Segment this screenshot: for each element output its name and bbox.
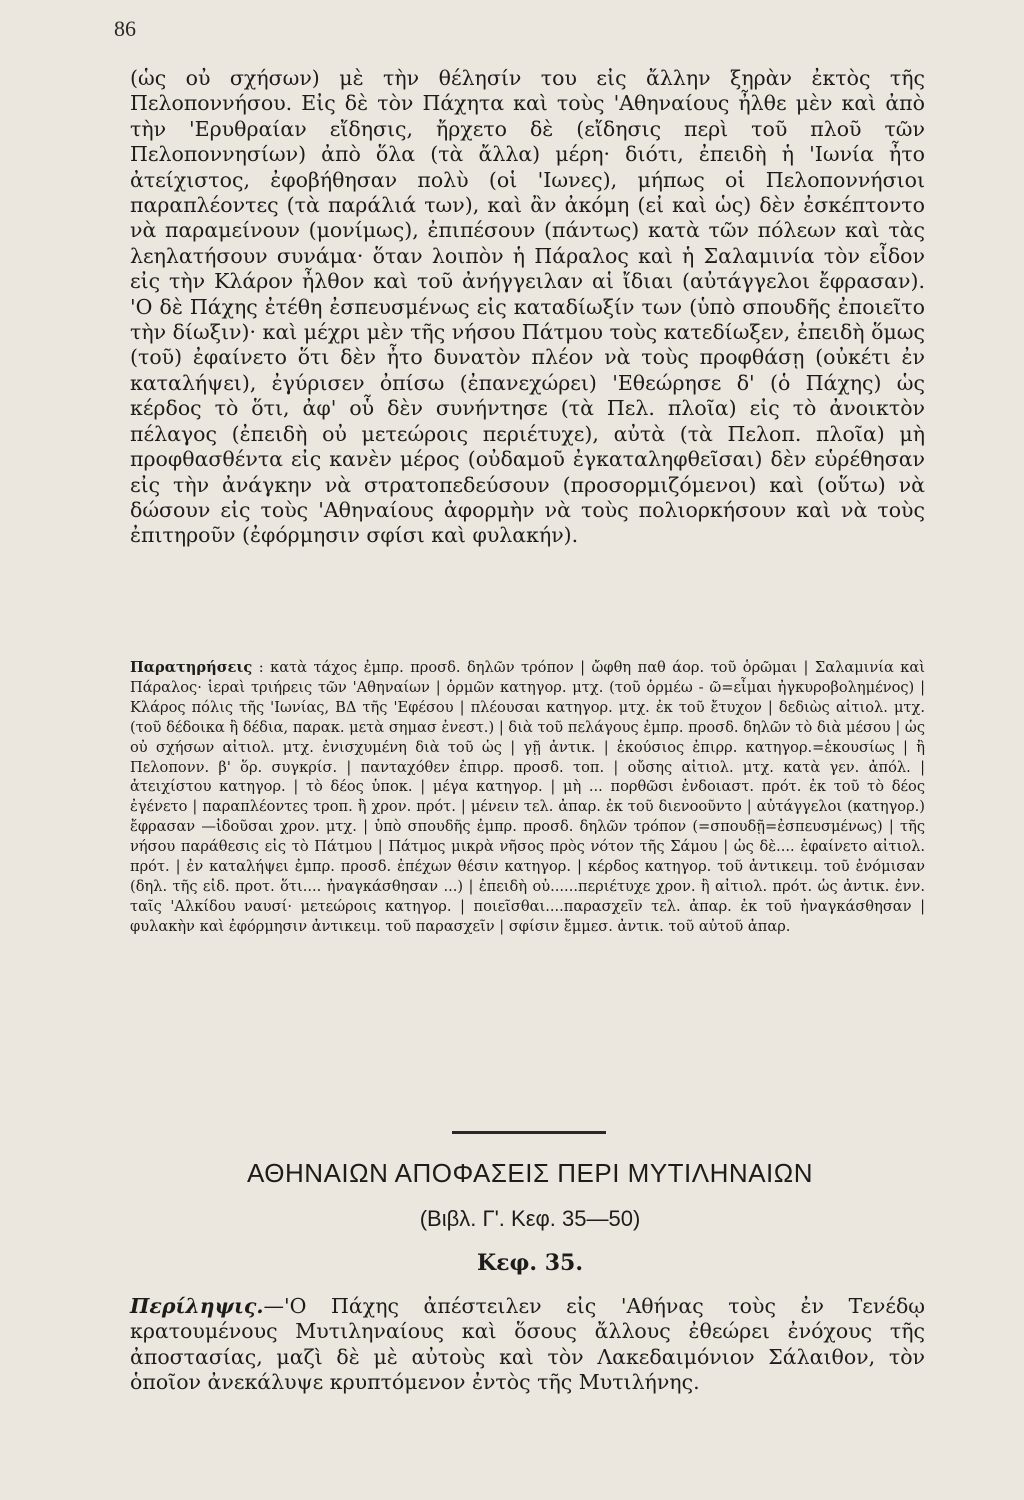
notes-text: κατὰ τάχος ἐμπρ. προσδ. δηλῶν τρόπον | ὤφθη παθ άορ. τοῦ ὁρῶμαι | Σαλαμινία καὶ Πάραλος· ἱεραὶ τριήρεις τῶν 'Αθηναίων | ὁρμῶν κατηγορ. μτχ. (τοῦ ὁρμέω - ῶ=εἶμαι ἠγκυροβολημένος) | Κλάρος πόλις τῆς 'Ιωνίας, ΒΔ τῆς 'Εφέσου | πλέουσαι κατηγορ. μτχ. ἐκ τοῦ ἔτυχον | δεδιὼς αἰτιολ. μτχ. (τοῦ δέδοικα ἢ δέδια, παρακ. μετὰ σημασ ἐνεστ.) | διὰ τοῦ πελάγους ἐμπρ. προσδ. δηλῶν τὸ διὰ μέσου | ὡς οὐ σχήσων αἰτιολ. μτχ. ἐνισχυμένη διὰ τοῦ ὡς | γῇ ἀντικ. | ἑκούσιος ἐπιρρ. κατηγορ.=ἑκουσίως | ἢ Πελοπονν. β' ὅρ. συγκρίσ. | πανταχόθεν ἐπιρρ. προσδ. τοπ. | οὔσης αἰτιολ. μτχ. κατὰ γεν. ἀπόλ. | ἀτειχίστου κατηγορ. | τὸ δέος ὑποκ. | μέγα κατηγορ. | μὴ ... πορθῶσι ἐνδοιαστ. πρότ. ἐκ τοῦ τὸ δέος ἐγένετο | παραπλέοντες τροπ. ἢ χρον. πρότ. | μένειν τελ. ἀπαρ. ἐκ τοῦ διενοοῦντο | αὐτάγγελοι (κατηγορ.) ἔφρασαν —ἰδοῦσαι χρον. μτχ. | ὑπὸ σπουδῆς ἐμπρ. προσδ. δηλῶν τρόπον (=σπουδῇ=ἐσπευσμένως) | τῆς νήσου παράθεσις εἰς τὸ Πάτμου | Πάτμος μικρὰ νῆσος πρὸς νότον τῆς Σάμου | ὡς δὲ.... ἐφαίνετο αἰτιολ. πρότ. | ἐν καταλήψει ἐμπρ. προσδ. ἐπέχων θέσιν κατηγορ. | κέρδος κατηγορ. τοῦ ἀντικειμ. τοῦ ἐνόμισαν (δηλ. τῆς εἰδ. προτ. ὅτι.... ἠναγκάσθησαν ...) | ἐπειδὴ οὐ......περιέτυχε χρον. ἢ αἰτιολ. πρότ. ὡς ἀντικ. ἐνν. ταῖς 'Αλκίδου ναυσί· μετεώροις κατηγορ. | ποιεῖσθαι....παρασχεῖν τελ. ἀπαρ. ἐκ τοῦ ἠναγκάσθησαν | φυλακὴν καὶ ἐφόρμησιν ἀντικειμ. τοῦ παρασχεῖν | σφίσιν ἔμμεσ. ἀντικ. τοῦ αὐτοῦ ἀπαρ. [130,659,925,935]
main-paragraph: (ὡς οὐ σχήσων) μὲ τὴν θέλησίν του εἰς ἄλλην ξηρὰν ἐκτὸς τῆς Πελοποννήσου. Εἰς δὲ τὸν Πάχητα καὶ τοὺς 'Αθηναίους ἦλθε μὲν καὶ ἀπὸ τὴν 'Ερυθραίαν εἴδησις, ἤρχετο δὲ (εἴδησις περὶ τοῦ πλοῦ τῶν Πελοποννησίων) ἀπὸ ὅλα (τὰ ἄλλα) μέρη· διότι, ἐπειδὴ ἡ 'Ιωνία ἦτο ἀτείχιστος, ἐφοβήθησαν πολὺ (οἱ 'Ιωνες), μήπως οἱ Πελοποννήσιοι παραπλέοντες (τὰ παράλιά των), καὶ ἂν ἀκόμη (εἰ καὶ ὡς) δὲν ἐσκέπτοντο νὰ παραμείνουν (μονίμως), ἐπιπέσουν (πάντως) κατὰ τῶν πόλεων καὶ τὰς λεηλατήσουν συνάμα· ὅταν λοιπὸν ἡ Πάραλος καὶ ἡ Σαλαμινία τὸν εἶδον εἰς τὴν Κλάρον ἦλθον καὶ τοῦ ἀνήγγειλαν αἱ ἴδιαι (αὐτάγγελοι ἔφρασαν). 'Ο δὲ Πάχης ἐτέθη ἐσπευσμένως εἰς καταδίωξίν των (ὑπὸ σπουδῆς ἐποιεῖτο τὴν δίωξιν)· καὶ μέχρι μὲν τῆς νήσου Πάτμου τοὺς κατεδίωξεν, ἐπειδὴ ὅμως (τοῦ) ἐφαίνετο ὅτι δὲν ἦτο δυνατὸν πλέον νὰ τοὺς προφθάσῃ (οὐκέτι ἐν καταλήψει), ἐγύρισεν ὀπίσω (ἐπανεχώρει) 'Εθεώρησε δ' (ὁ Πάχης) ὡς κέρδος τὸ ὅτι, ἀφ' οὗ δὲν συνήντησε (τὰ Πελ. πλοῖα) εἰς τὸ ἀνοικτὸν πέλαγος (ἐπειδὴ οὐ μετεώροις περιέτυχε), αὐτὰ (τὰ Πελοπ. πλοῖα) μὴ προφθασθέντα εἰς κανὲν μέρος (οὐδαμοῦ ἐγκαταληφθεῖσαι) δὲν εὑρέθησαν εἰς τὴν ἀνάγκην νὰ στρατοπεδεύσουν (προσορμιζόμενοι) καὶ (οὕτω) νὰ δώσουν εἰς τοὺς 'Αθηναίους ἀφορμὴν νὰ τοὺς πολιορκήσουν καὶ νὰ τοὺς ἐπιτηροῦν (ἐφόρμησιν σφίσι καὶ φυλακήν). [130,66,925,548]
chapter-heading: Κεφ. 35. [477,1250,583,1276]
main-text [130,66,925,549]
notes [130,658,925,937]
notes-paragraph [130,658,925,937]
notes-label: Παρατηρήσεις [130,659,253,676]
summary-label: Περίληψις. [130,1294,264,1318]
page-number: 86 [114,16,136,41]
summary [130,1294,925,1396]
section-title: ΑΘΗΝΑΙΩΝ ΑΠΟΦΑΣΕΙΣ ΠΕΡΙ ΜΥΤΙΛΗΝΑΙΩΝ [247,1158,813,1188]
notes-separator: : [252,659,271,676]
section-reference: (Βιβλ. Γ'. Κεφ. 35—50) [419,1206,641,1231]
section-divider [452,1131,606,1134]
summary-text: —'Ο Πάχης ἀπέστειλεν εἰς 'Αθήνας τοὺς ἐν Τενέδῳ κρατουμένους Μυτιληναίους καὶ ὅσους ἄλλους ἐθεώρει ἐνόχους τῆς ἀποστασίας, μαζὶ δὲ μὲ αὐτοὺς καὶ τὸν Λακεδαιμόνιον Σάλαιθον, τὸν ὁποῖον ἀνεκάλυψε κρυπτόμενον ἐντὸς τῆς Μυτιλήνης. [130,1294,925,1395]
